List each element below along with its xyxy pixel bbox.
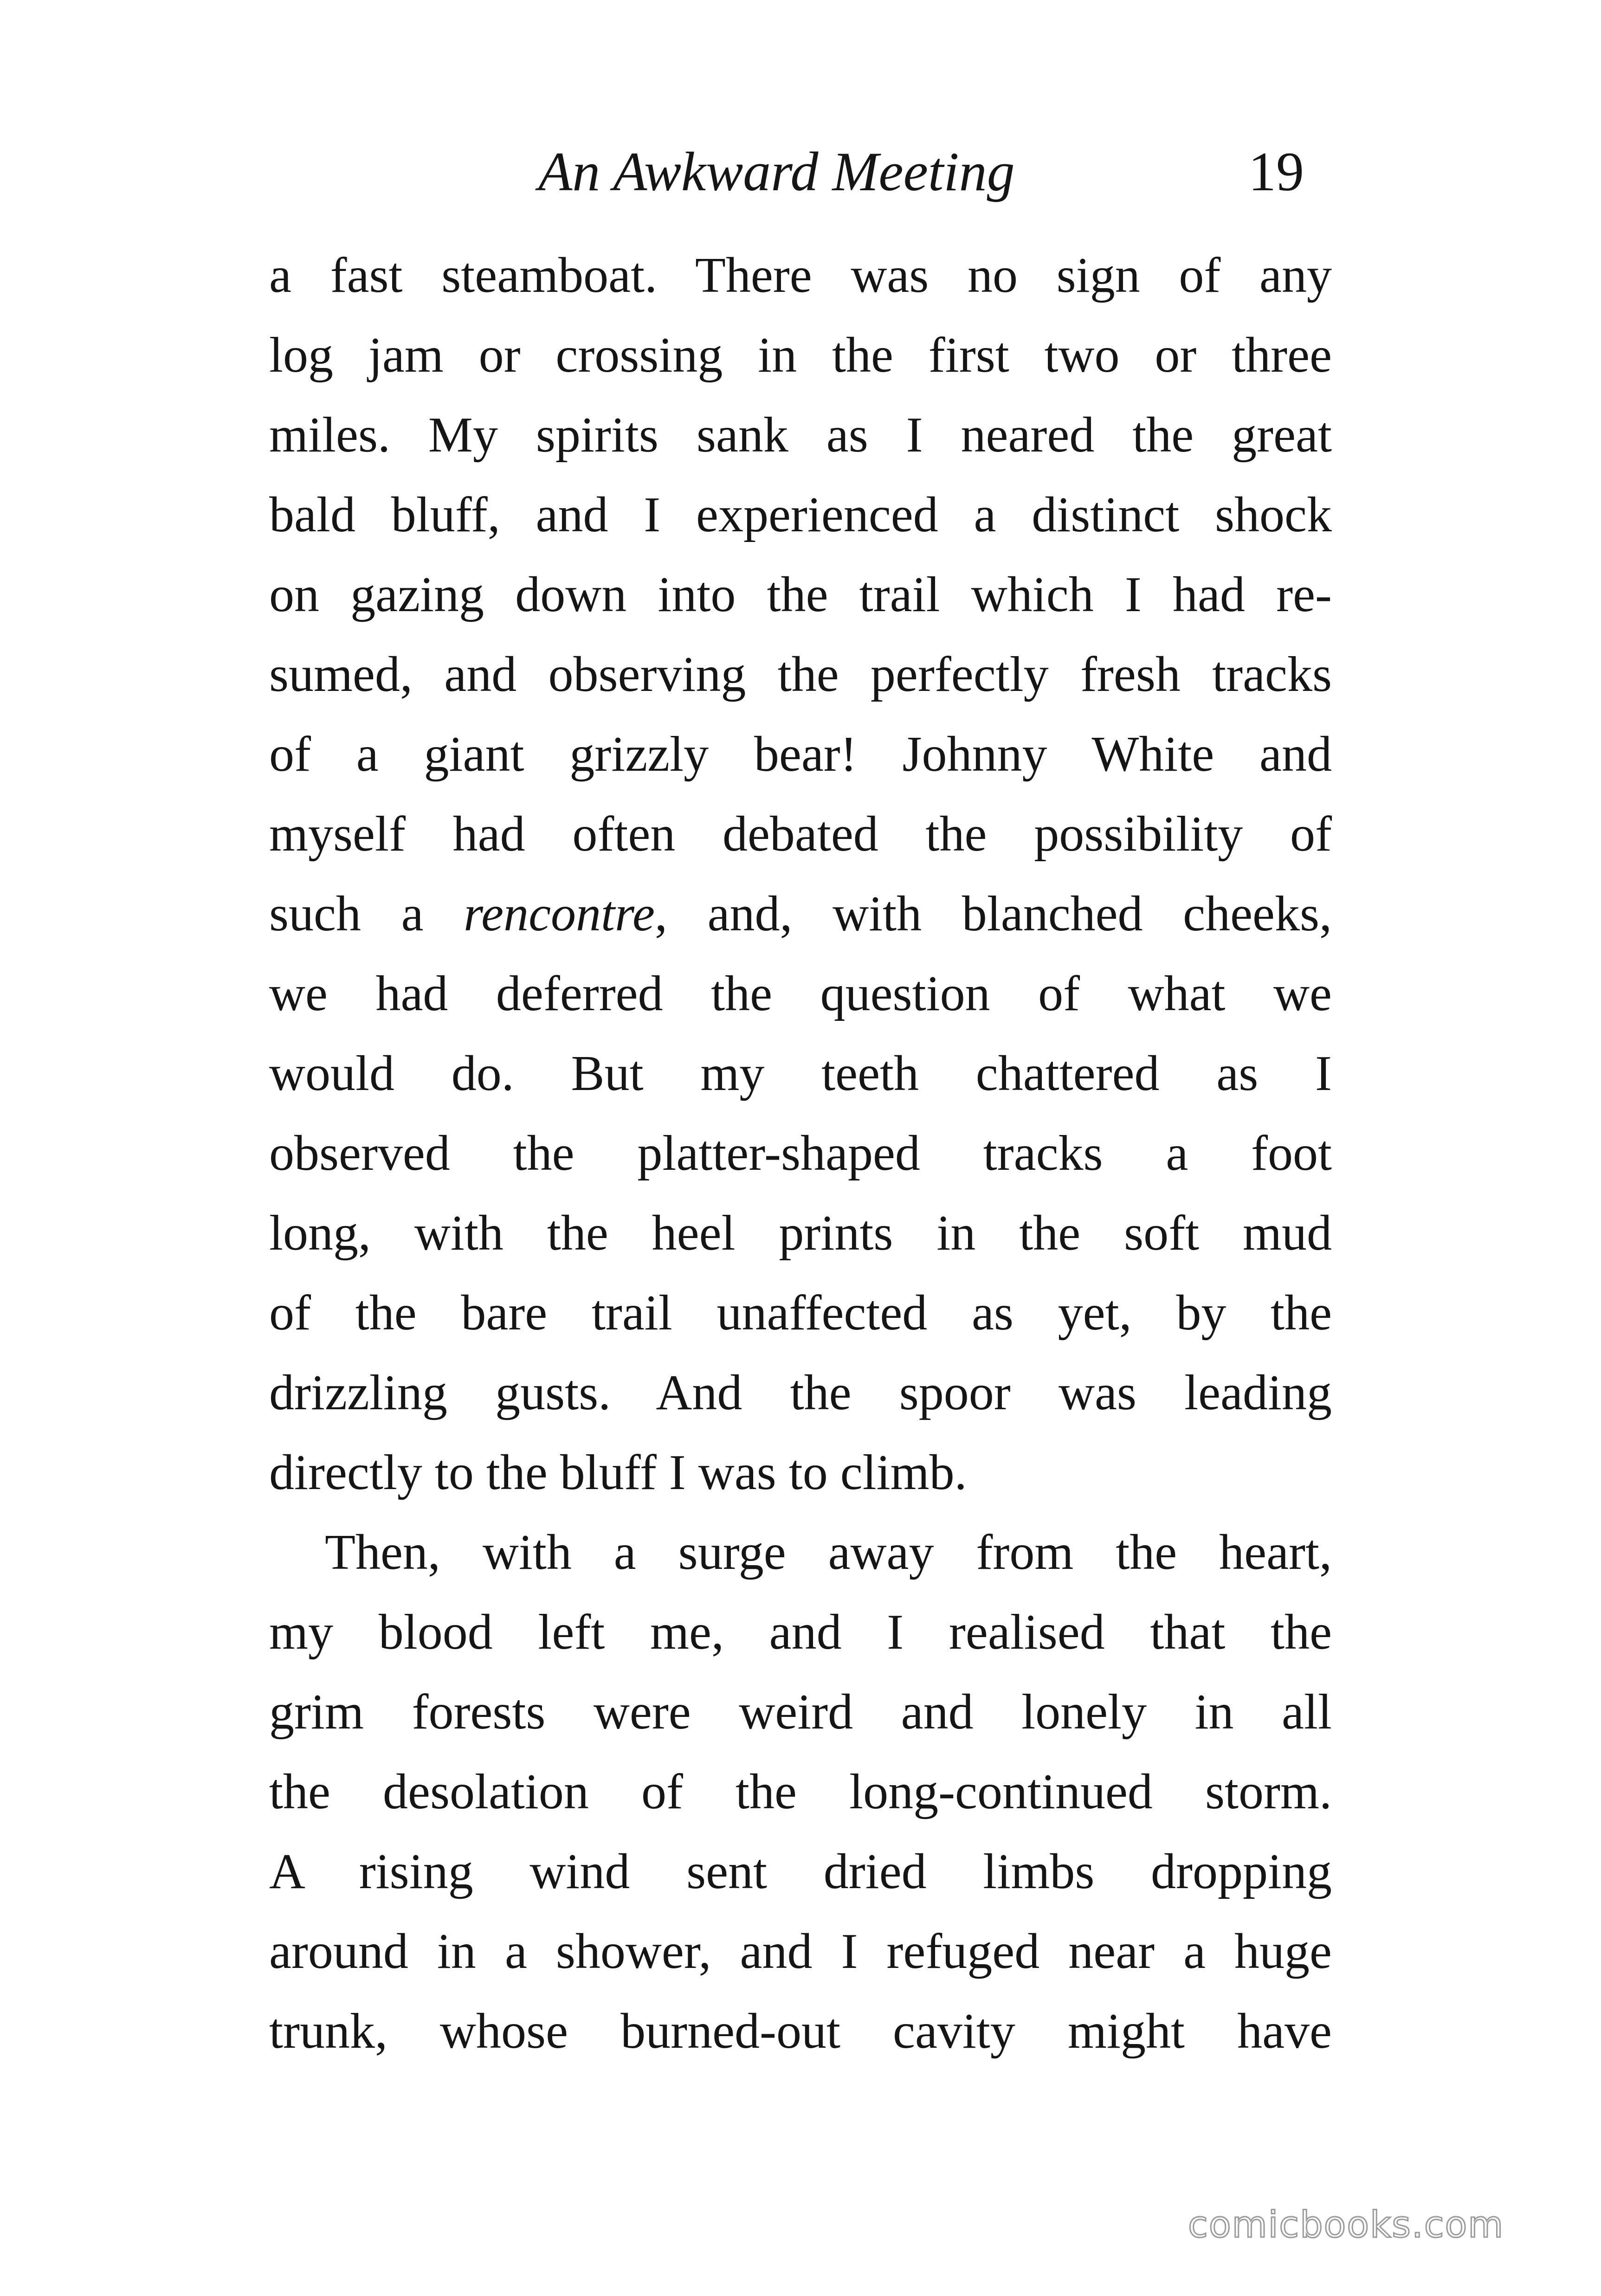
- text-line: directly to the bluff I was to climb.: [269, 1445, 967, 1500]
- text-line: long, with the heel prints in the soft mud: [269, 1206, 1332, 1261]
- text-line: log jam or crossing in the first two or three: [269, 328, 1332, 383]
- text-line: grim forests were weird and lonely in all: [269, 1684, 1332, 1740]
- body-text: [269, 236, 1332, 2071]
- text-line: myself had often debated the possibility of: [269, 806, 1332, 862]
- paragraph-1: [269, 236, 1332, 1513]
- text-line: Then, with a surge away from the heart,: [325, 1525, 1332, 1580]
- text-line: the desolation of the long-continued storm.: [269, 1764, 1332, 1819]
- text-line: drizzling gusts. And the spoor was leading: [269, 1365, 1332, 1420]
- text-line: sumed, and observing the perfectly fresh tracks: [269, 647, 1332, 702]
- page-number: 19: [1248, 141, 1304, 202]
- text-line: miles. My spirits sank as I neared the great: [269, 407, 1332, 463]
- running-title: An Awkward Meeting: [538, 141, 1015, 202]
- italic-word: rencontre: [464, 886, 655, 942]
- text-line: observed the platter-shaped tracks a foot: [269, 1126, 1332, 1181]
- watermark: comicbooks.com: [1188, 2204, 1504, 2246]
- text-line: trunk, whose burned-out cavity might have: [269, 2004, 1332, 2059]
- running-header: [0, 139, 1601, 213]
- text-line: of a giant grizzly bear! Johnny White and: [269, 727, 1332, 782]
- text-line: bald bluff, and I experienced a distinct shock: [269, 487, 1332, 542]
- text-line: we had deferred the question of what we: [269, 966, 1332, 1021]
- text-line: a fast steamboat. There was no sign of any: [269, 248, 1332, 303]
- paragraph-2: [269, 1513, 1332, 2071]
- text-line: A rising wind sent dried limbs dropping: [269, 1844, 1332, 1899]
- text-line: around in a shower, and I refuged near a huge: [269, 1924, 1332, 1979]
- text-line: of the bare trail unaffected as yet, by the: [269, 1285, 1332, 1341]
- text-line: my blood left me, and I realised that the: [269, 1605, 1332, 1660]
- text-line-with-italic: such a rencontre, and, with blanched cheeks,: [269, 886, 1332, 942]
- text-line: on gazing down into the trail which I had re-: [269, 567, 1332, 622]
- text-line: would do. But my teeth chattered as I: [269, 1046, 1332, 1101]
